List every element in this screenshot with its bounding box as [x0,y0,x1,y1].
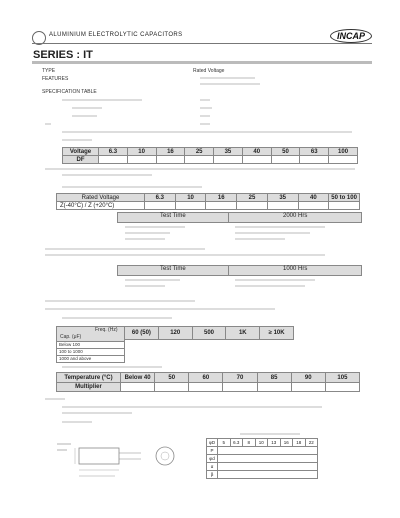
spec-line [62,139,92,141]
test-line [235,232,310,234]
df-voltage-cell: 10 [127,148,156,156]
spec-line [72,107,102,109]
body-line [45,254,325,256]
impedance-cell [206,202,237,210]
dim-row [218,463,318,471]
body-line [62,421,92,423]
body-line [62,317,172,319]
impedance-cell [237,202,268,210]
ripple-cap-label: Cap. (μF) [60,334,82,340]
df-cell [214,156,243,164]
dim-size-cell: 16 [280,439,293,447]
df-voltage-cell: 50 [271,148,300,156]
body-line [45,248,205,250]
series-title: SERIES : IT [33,49,93,61]
shelf-test-time-label: Test Time [160,266,186,272]
df-voltage-cell: 100 [329,148,358,156]
dim-row [218,455,318,463]
spec-line [72,115,97,117]
df-cell [300,156,329,164]
spec-line [200,123,210,125]
temperature-cell: 90 [291,373,325,383]
df-cell [271,156,300,164]
dim-size-cell: 13 [268,439,281,447]
test-line [235,226,325,228]
dim-label: φD [207,439,218,447]
ripple-freq-cell: ≥ 10K [260,327,294,340]
df-cell [185,156,214,164]
impedance-voltage-cell: 50 to 100 [329,194,360,202]
impedance-cell [298,202,329,210]
spec-line [200,115,210,117]
body-line [62,186,202,188]
dim-size-cell: 6.3 [230,439,243,447]
test-line [125,279,180,281]
rated-voltage-heading: Rated Voltage [193,68,225,74]
spec-line [200,99,210,101]
ripple-row-label: 100 to 1000 [56,348,125,356]
dim-size-cell: 22 [305,439,318,447]
dim-label: φd [207,455,218,463]
impedance-voltage-label: Rated Voltage [57,194,145,202]
df-voltage-cell: 63 [300,148,329,156]
temperature-cell: 70 [223,373,257,383]
impedance-voltage-cell: 40 [298,194,329,202]
test-line [235,285,305,287]
df-voltage-cell: 40 [242,148,271,156]
dim-row [218,471,318,479]
dim-label: β [207,471,218,479]
df-voltage-label: Voltage [63,148,99,156]
dim-size-cell: 5 [218,439,231,447]
shelf-test-hours: 1000 Hrs [283,266,308,272]
test-line [125,285,165,287]
body-line [45,168,355,170]
multiplier-cell [325,383,359,392]
features-label: FEATURES [42,76,69,82]
multiplier-cell [121,383,155,392]
impedance-table [56,193,360,210]
body-line [45,398,65,400]
ripple-row-label: Below 100 [56,341,125,349]
load-test-hours: 2000 Hrs [283,213,308,219]
load-test-time-label: Test Time [160,213,186,219]
df-cell [156,156,185,164]
brand-logo: INCAP [330,29,372,43]
df-cell [127,156,156,164]
df-voltage-cell: 16 [156,148,185,156]
impedance-cell [267,202,298,210]
impedance-cell [175,202,206,210]
temperature-cell: Below 40 [121,373,155,383]
band-divider [228,266,229,275]
df-voltage-cell: 6.3 [99,148,128,156]
spec-table-heading: SPECIFICATION TABLE [42,89,97,95]
spec-line [45,123,51,125]
impedance-voltage-cell: 10 [175,194,206,202]
header-rule [32,43,372,44]
multiplier-cell [155,383,189,392]
ripple-freq-cell: 1K [226,327,260,340]
impedance-voltage-cell: 6.3 [145,194,176,202]
feature-text-line [200,83,260,85]
type-label: TYPE [42,68,56,74]
temperature-label: Temperature (°C) [57,373,121,383]
dim-label: α [207,463,218,471]
multiplier-cell [257,383,291,392]
df-voltage-cell: 35 [214,148,243,156]
temperature-table [56,372,360,392]
shelf-test-band [117,265,362,276]
body-line [62,406,322,408]
df-cell [99,156,128,164]
ripple-freq-cell: 120 [158,327,192,340]
ripple-freq-header-table [124,326,294,340]
spec-line [62,131,352,133]
capacitor-dimension-drawing [55,436,185,484]
test-line [125,226,185,228]
load-test-band [117,212,362,223]
dim-size-cell: 8 [243,439,256,447]
body-line [62,366,162,368]
dim-row [218,447,318,455]
ripple-row-label: 1000 and above [56,355,125,363]
ripple-freq-label: Freq. (Hz) [95,327,118,333]
multiplier-cell [223,383,257,392]
df-cell [242,156,271,164]
band-divider [228,213,229,222]
body-line [62,174,152,176]
spec-line [62,99,142,101]
dim-size-cell: 10 [255,439,268,447]
multiplier-label: Multiplier [57,383,121,392]
test-line [125,238,165,240]
df-label: DF [63,156,99,164]
df-voltage-cell: 25 [185,148,214,156]
dim-label: P [207,447,218,455]
df-cell [329,156,358,164]
test-line [235,279,315,281]
spec-line [200,107,212,109]
impedance-cell [145,202,176,210]
body-line [240,433,300,435]
multiplier-cell [189,383,223,392]
body-line [45,308,275,310]
dimension-table [206,438,318,479]
test-line [125,232,170,234]
ripple-corner-header [56,326,125,342]
impedance-cell [329,202,360,210]
impedance-voltage-cell: 16 [206,194,237,202]
temperature-cell: 50 [155,373,189,383]
ripple-freq-cell: 500 [192,327,226,340]
impedance-ratio-label: Z(-40°C) / Z (+20°C) [57,202,145,210]
impedance-voltage-cell: 35 [267,194,298,202]
ripple-freq-cell: 60 (50) [125,327,159,340]
body-line [45,300,195,302]
body-line [62,412,132,414]
dim-size-cell: 18 [293,439,306,447]
multiplier-cell [291,383,325,392]
temperature-cell: 85 [257,373,291,383]
df-table [62,147,358,164]
series-underline [32,61,372,64]
test-line [235,238,285,240]
temperature-cell: 105 [325,373,359,383]
feature-text-line [200,77,255,79]
temperature-cell: 60 [189,373,223,383]
impedance-voltage-cell: 25 [237,194,268,202]
header-title: ALUMINIUM ELECTROLYTIC CAPACITORS [49,32,183,38]
